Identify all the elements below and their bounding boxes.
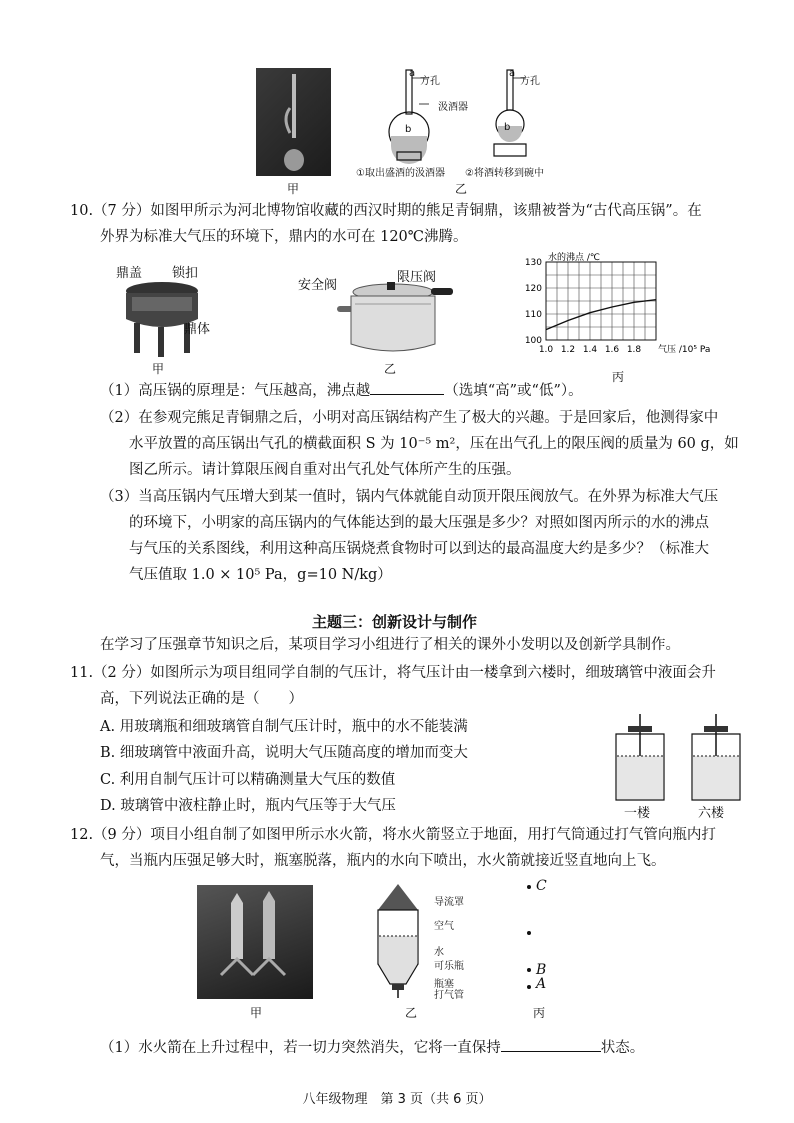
- point-c-dot: [527, 885, 531, 889]
- point-a-dot: [527, 985, 531, 989]
- q10-part2-line-1: （2）在参观完熊足青铜鼎之后，小明对高压锅结构产生了极大的兴趣。于是回家后，他测得家中: [100, 410, 719, 426]
- q10-part1-suffix: （选填“高”或“低”）。: [444, 383, 583, 399]
- y-tick-label: 110: [524, 310, 542, 320]
- label-daqiguan: 打气管: [434, 990, 464, 1001]
- fig-q12-jia-caption: 甲: [250, 1006, 263, 1020]
- label-dingti: 鼎体: [184, 322, 211, 337]
- label-liulou: 六楼: [698, 806, 725, 821]
- q11-line-1: 11.（2 分）如图所示为项目组同学自制的气压计，将气压计由一楼拿到六楼时，细玻璃管中液面会升: [70, 665, 716, 681]
- q11-option-b[interactable]: B. 细玻璃管中液面升高，说明大气压随高度的增加而变大: [100, 745, 468, 761]
- label-a-2: a: [509, 68, 516, 79]
- q12-part1-text: [100, 1035, 644, 1061]
- page-footer: 八年级物理 第 3 页（共 6 页）: [302, 1092, 492, 1107]
- ladle-silhouette: [256, 68, 331, 176]
- label-b-2: b: [504, 122, 511, 133]
- q10-part1-text: [100, 378, 583, 404]
- q11-option-d[interactable]: D. 玻璃管中液柱静止时，瓶内气压等于大气压: [100, 798, 396, 814]
- fig-q10-yi-caption: 乙: [384, 362, 397, 376]
- y-tick-label: 130: [524, 258, 542, 268]
- label-ding-gai: 鼎盖: [116, 266, 143, 281]
- x-tick-label: 1.0: [538, 345, 554, 355]
- midpoint-dot: [527, 931, 531, 935]
- q11-option-a[interactable]: A. 用玻璃瓶和细玻璃管自制气压计时，瓶中的水不能装满: [100, 719, 468, 735]
- label-daoliuzhao: 导流罩: [434, 897, 464, 908]
- q10-part3-line-3: 与气压的关系图线，利用这种高压锅烧煮食物时可以到达的最高温度大约是多少？（标准大: [129, 541, 709, 557]
- x-tick-label: 1.4: [582, 345, 598, 355]
- q10-part2-line-3: 图乙所示。请计算限压阀自重对出气孔处气体所产生的压强。: [129, 462, 521, 478]
- barometer-bottles: [610, 712, 752, 804]
- q11-option-c[interactable]: C. 利用自制气压计可以精确测量大气压的数值: [100, 772, 396, 788]
- q10-line-2: 外界为标准大气压的环境下，鼎内的水可在 120℃沸腾。: [100, 229, 468, 245]
- x-tick-label: 1.6: [604, 345, 620, 355]
- q11-line-2: 高，下列说法正确的是（ ）: [100, 691, 303, 707]
- y-tick-label: 120: [524, 284, 542, 294]
- fig-q10-bing-caption: 丙: [612, 370, 625, 384]
- label-shui: 水: [434, 947, 444, 958]
- q12-line-2: 气，当瓶内压强足够大时，瓶塞脱落，瓶内的水向下喷出，水火箭就接近竖直地向上飞。: [100, 853, 666, 869]
- boiling-point-chart: [518, 250, 728, 365]
- label-suokou: 锁扣: [172, 266, 199, 281]
- fig-top-jia-caption: 甲: [287, 182, 300, 196]
- label-fangkong-2: 方孔: [520, 76, 540, 87]
- q10-part3-line-2: 的环境下，小明家的高压锅内的气体能达到的最大压强是多少？对照如图丙所示的水的沸点: [129, 515, 709, 531]
- q10-line-1: 10.（7 分）如图甲所示为河北博物馆收藏的西汉时期的熊足青铜鼎，该鼎被誉为“古代高压锅”。在: [70, 203, 702, 219]
- point-a-label: A: [536, 976, 547, 992]
- q10-part3-line-4: 气压值取 1.0 × 10⁵ Pa，g=10 N/kg）: [129, 567, 392, 583]
- label-jiujiu: 汲酒器: [438, 102, 468, 113]
- q12-line-1: 12.（9 分）项目小组自制了如图甲所示水火箭，将水火箭竖立于地面，用打气筒通过打气管向瓶内打: [70, 827, 716, 843]
- y-tick-label: 100: [524, 336, 542, 346]
- q12-part1-answer-blank[interactable]: [501, 1035, 601, 1052]
- point-b-dot: [527, 968, 531, 972]
- point-c-label: C: [536, 878, 547, 894]
- fig-q12-bing-caption: 丙: [533, 1006, 546, 1020]
- q10-part1-prefix: （1）高压锅的原理是：气压越高，沸点越: [100, 383, 371, 399]
- label-fangkong-1: 方孔: [420, 76, 440, 87]
- q10-part2-line-2: 水平放置的高压锅出气孔的横截面积 S 为 10⁻⁵ m²，压在出气孔上的限压阀的质量为 60 g，如: [129, 436, 739, 452]
- pressure-cooker-illustration: [335, 278, 455, 358]
- label-xianyafa: 限压阀: [397, 270, 437, 285]
- theme3-title: 主题三：创新设计与制作: [312, 613, 478, 631]
- fig-q10-jia-caption: 甲: [152, 362, 165, 376]
- x-tick-label: 1.8: [626, 345, 642, 355]
- fig-top-yi-caption: 乙: [455, 182, 468, 196]
- water-rocket-diagram: [368, 880, 428, 998]
- water-rocket-photo: [197, 885, 313, 999]
- x-axis-label: 气压 /10⁵ Pa: [658, 345, 711, 355]
- q12-part1-prefix: （1）水火箭在上升过程中，若一切力突然消失，它将一直保持: [100, 1040, 501, 1056]
- x-tick-label: 1.2: [560, 345, 576, 355]
- q10-part1-answer-blank[interactable]: [370, 378, 444, 395]
- label-pingsai: 瓶塞: [434, 979, 454, 990]
- fig-q12-yi-caption: 乙: [405, 1006, 418, 1020]
- q12-part1-suffix: 状态。: [600, 1040, 645, 1056]
- label-anquanfa: 安全阀: [298, 278, 338, 293]
- point-b-label: B: [536, 962, 547, 978]
- label-a-1: a: [409, 68, 416, 79]
- label-kongqi: 空气: [434, 921, 454, 932]
- y-axis-label: 水的沸点 /℃: [548, 253, 601, 263]
- theme3-intro: 在学习了压强章节知识之后，某项目学习小组进行了相关的课外小发明以及创新学具制作。: [100, 637, 680, 653]
- label-yilou: 一楼: [624, 806, 651, 821]
- label-b-1: b: [405, 124, 412, 135]
- q10-part3-line-1: （3）当高压锅内气压增大到某一值时，锅内气体就能自动顶开限压阀放气。在外界为标准大气压: [100, 489, 719, 505]
- photo-bronze-ladle: [256, 68, 331, 176]
- caption-step-1: ①取出盛酒的汲酒器: [356, 168, 445, 179]
- caption-step-2: ②将酒转移到碗中: [465, 168, 544, 179]
- label-kelepin: 可乐瓶: [434, 961, 464, 972]
